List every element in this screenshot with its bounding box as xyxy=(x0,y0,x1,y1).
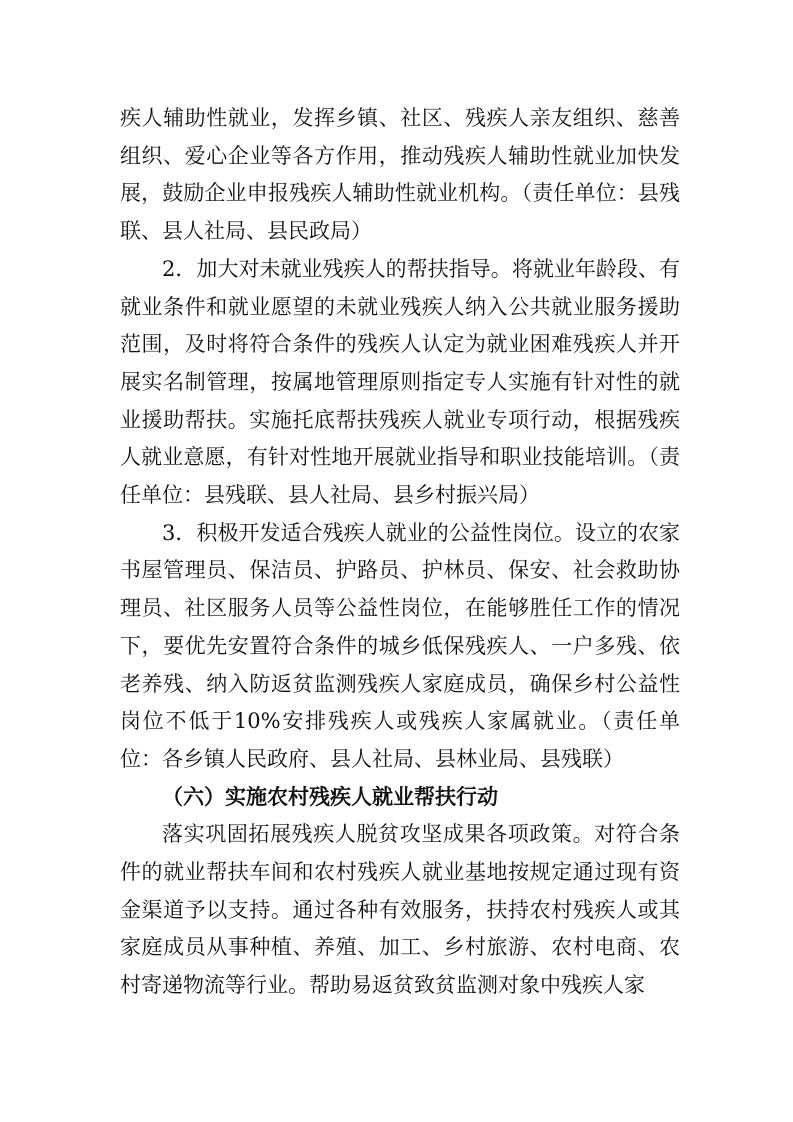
paragraph-section-6-body: 落实巩固拓展残疾人脱贫攻坚成果各项政策。对符合条件的就业帮扶车间和农村残疾人就业基地按规定通过现有资金渠道予以支持。通过各种有效服务，扶持农村残疾人或其家庭成员从事种植、养殖、加工、乡村旅游、农村电商、农村寄递物流等行业。帮助易返贫致贫监测对象中残疾人家 xyxy=(120,822,680,998)
paragraph-item-2: 2．加大对未就业残疾人的帮扶指导。将就业年龄段、有就业条件和就业愿望的未就业残疾人纳入公共就业服务援助范围，及时将符合条件的残疾人认定为就业困难残疾人并开展实名制管理，按属地管理原则指定专人实施有针对性的就业援助帮扶。实施托底帮扶残疾人就业专项行动，根据残疾人就业意愿，有针对性地开展就业指导和职业技能培训。（责任单位：县残联、县人社局、县乡村振兴局） xyxy=(120,256,680,508)
paragraph-continuation: 疾人辅助性就业，发挥乡镇、社区、残疾人亲友组织、慈善组织、爱心企业等各方作用，推动残疾人辅助性就业加快发展，鼓励企业申报残疾人辅助性就业机构。（责任单位：县残联、县人社局、县民政局） xyxy=(120,106,680,244)
section-heading-6: （六）实施农村残疾人就业帮扶行动 xyxy=(162,784,498,809)
document-body xyxy=(120,100,680,1005)
paragraph-item-3: 3．积极开发适合残疾人就业的公益性岗位。设立的农家书屋管理员、保洁员、护路员、护林员、保安、社会救助协理员、社区服务人员等公益性岗位，在能够胜任工作的情况下，要优先安置符合条件的城乡低保残疾人、一户多残、依老养残、纳入防返贫监测残疾人家庭成员，确保乡村公益性岗位不低于10%安排残疾人或残疾人家属就业。（责任单位：各乡镇人民政府、县人社局、县林业局、县残联） xyxy=(120,520,680,771)
